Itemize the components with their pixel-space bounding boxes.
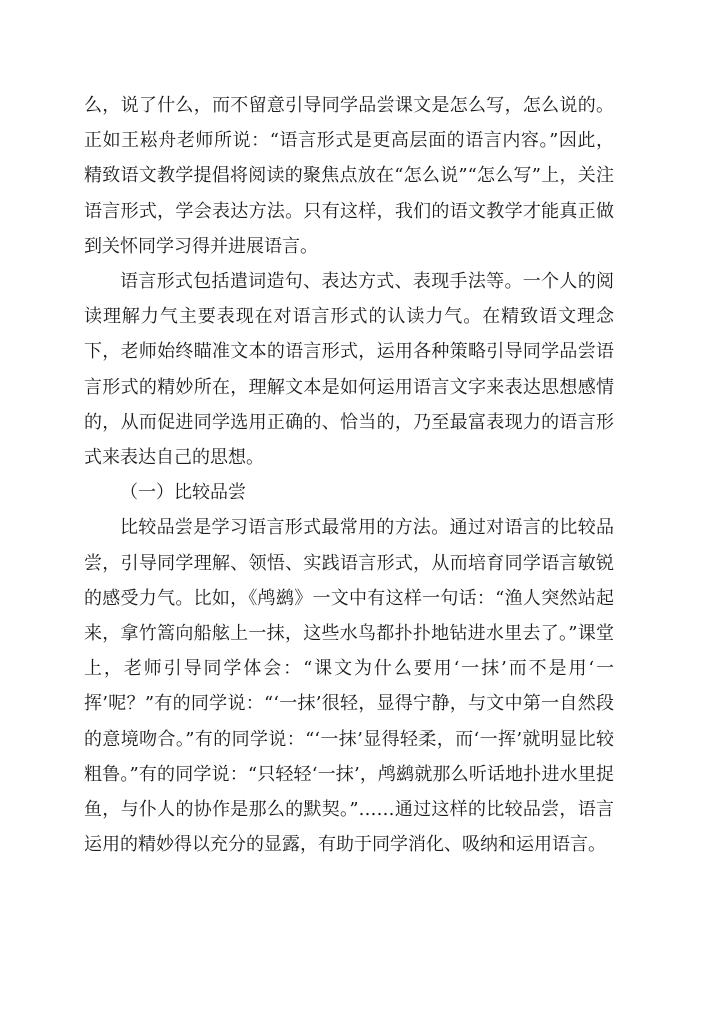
paragraph-language-form: 语言形式包括遣词造句、表达方式、表现手法等。一个人的阅读理解力气主要表现在对语言形式的认读力气。在精致语文理念下，老师始终瞄准文本的语言形式，运用各种策略引导同学品尝语言形式的精妙所在，理解文本是如何运用语言文字来表达思想感情的，从而促进同学选用正确的、恰当的，乃至最富表现力的语言形式来表达自己的思想。 [84, 271, 614, 469]
section-heading: （一）比较品尝 [120, 482, 246, 504]
paragraph-comparison: 比较品尝是学习语言形式最常用的方法。通过对语言的比较品尝，引导同学理解、领悟、实践语言形式，从而培育同学语言敏锐的感受力气。比如，《鸬鹚》一文中有这样一句话：“渔人突然站起来，拿竹篙向船舷上一抹，这些水鸟都扑扑地钻进水里去了。”课堂上，老师引导同学体会：“课文为什么要用‘一抹’而不是用‘一挥’呢？”有的同学说：“‘一抹’很轻，显得宁静，与文中第一自然段的意境吻合。”有的同学说：“‘一抹’显得轻柔，而‘一挥’就明显比较粗鲁。”有的同学说：“只轻轻‘一抹’，鸬鹚就那么听话地扑进水里捉鱼，与仆人的协作是那么的默契。”……通过这样的比较品尝，语言运用的精妙得以充分的显露，有助于同学消化、吸纳和运用语言。 [84, 517, 614, 856]
document-body [84, 88, 614, 862]
paragraph-continuation: 么，说了什么，而不留意引导同学品尝课文是怎么写，怎么说的。正如王崧舟老师所说：“语言形式是更高层面的语言内容。”因此，精致语文教学提倡将阅读的聚焦点放在“怎么说”“怎么写”上，关注语言形式，学会表达方法。只有这样，我们的语文教学才能真正做到关怀同学习得并进展语言。 [84, 95, 614, 257]
